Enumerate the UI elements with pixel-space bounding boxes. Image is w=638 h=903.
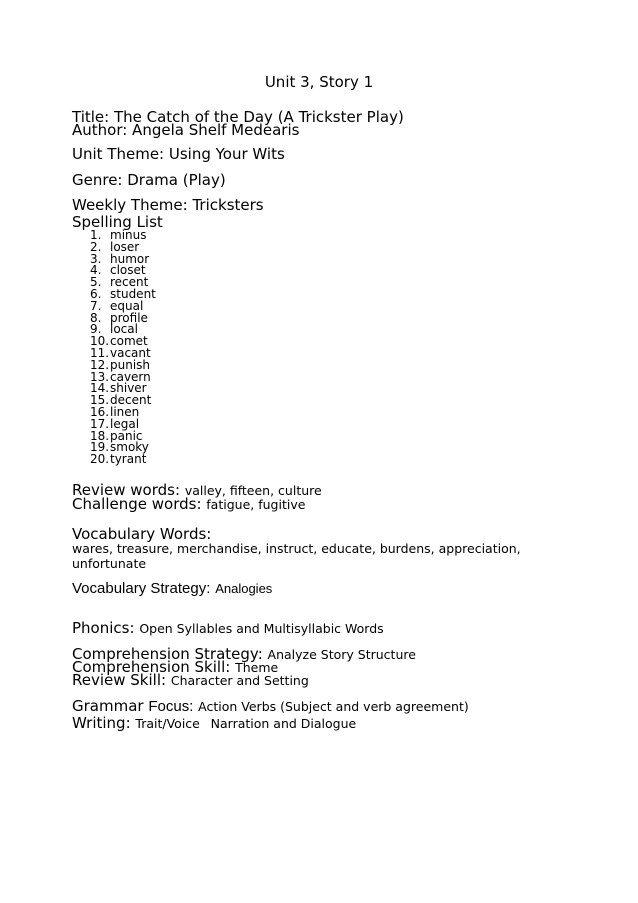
phonics-value: Open Syllables and Multisyllabic Words [139,621,384,636]
spelling-list [90,230,156,466]
writing-label: Writing: [72,714,131,732]
review-words-value: valley, fifteen, culture [184,483,322,498]
spelling-item-word: smoky [110,440,149,455]
spelling-item-word: decent [110,393,152,408]
phonics-label: Phonics: [72,619,135,637]
spelling-item-number: 19. [90,440,110,455]
review-skill-line [72,673,309,688]
writing-line [72,716,356,731]
grammar-focus-value: Action Verbs (Subject and verb agreement) [198,699,469,714]
spelling-item-number: 5. [90,275,102,290]
spelling-item-word: local [110,322,138,337]
spelling-item-word: student [110,286,156,301]
grammar-label: Grammar [72,697,144,715]
spelling-item-word: tyrant [110,452,147,467]
grammar-focus-line [72,699,469,714]
spelling-item-word: profile [110,310,148,325]
spelling-item-number: 16. [90,404,110,419]
spelling-item-word: humor [110,251,150,266]
spelling-item-word: equal [110,298,144,313]
spelling-item-number: 14. [90,381,110,396]
comprehension-strategy-value: Analyze Story Structure [267,647,416,662]
comprehension-skill-label: Comprehension Skill: [72,658,231,676]
spelling-item-number: 17. [90,416,110,431]
spelling-item-number: 1. [90,228,102,242]
spelling-item-number: 7. [90,298,102,313]
spelling-item-number: 13. [90,369,110,384]
weekly-theme-line: Weekly Theme: Tricksters [72,196,264,214]
vocabulary-words-value: wares, treasure, merchandise, instruct, educate, burdens, appreciation, unfortunate [72,541,521,571]
spelling-item-number: 15. [90,393,110,408]
writing-value-trait: Trait/Voice [135,716,200,731]
spelling-item-word: punish [110,357,151,372]
comprehension-skill-value: Theme [235,660,279,675]
comprehension-strategy-label: Comprehension Strategy: [72,645,263,663]
spelling-item-number: 12. [90,357,110,372]
unit-theme-line: Unit Theme: Using Your Wits [72,145,285,163]
focus-label: Focus: [148,698,194,715]
spelling-item-number: 3. [90,251,102,266]
spelling-item-word: comet [110,334,148,349]
spelling-item-number: 8. [90,310,102,325]
spelling-item-word: panic [110,428,143,443]
spelling-list-item [90,454,156,466]
spelling-item-word: closet [110,263,146,278]
spelling-item-word: cavern [110,369,151,384]
vocabulary-words-label: Vocabulary Words: [72,525,212,543]
challenge-words-line [72,497,305,512]
spelling-item-word: vacant [110,345,151,360]
spelling-item-word: loser [110,239,140,254]
title-line: Title: The Catch of the Day (A Trickster Play) [72,108,404,126]
spelling-item-word: linen [110,404,140,419]
review-skill-label: Review Skill: [72,671,167,689]
challenge-words-value: fatigue, fugitive [206,497,306,512]
author-line: Author: Angela Shelf Medearis [72,121,300,139]
spelling-item-number: 18. [90,428,110,443]
spelling-item-number: 9. [90,322,102,337]
spelling-item-word: minus [110,228,147,242]
spelling-item-number: 4. [90,263,102,278]
spelling-item-word: shiver [110,381,147,396]
challenge-words-label: Challenge words: [72,495,202,513]
spelling-item-word: recent [110,275,149,290]
spelling-item-number: 20. [90,452,110,467]
spelling-item-number: 6. [90,286,102,301]
review-skill-value: Character and Setting [170,673,309,688]
spelling-item-number: 10. [90,334,110,349]
phonics-line [72,621,384,636]
vocabulary-strategy-value: Analogies [215,581,273,596]
spelling-list-label: Spelling List [72,213,163,231]
review-words-label: Review words: [72,481,181,499]
page-heading: Unit 3, Story 1 [264,73,374,91]
spelling-item-word: legal [110,416,140,431]
genre-line: Genre: Drama (Play) [72,171,226,189]
vocabulary-strategy-label: Vocabulary Strategy: [72,580,211,597]
spelling-item-number: 2. [90,239,102,254]
vocabulary-strategy-line [72,581,272,596]
writing-value-narration: Narration and Dialogue [210,716,357,731]
spelling-item-number: 11. [90,345,110,360]
